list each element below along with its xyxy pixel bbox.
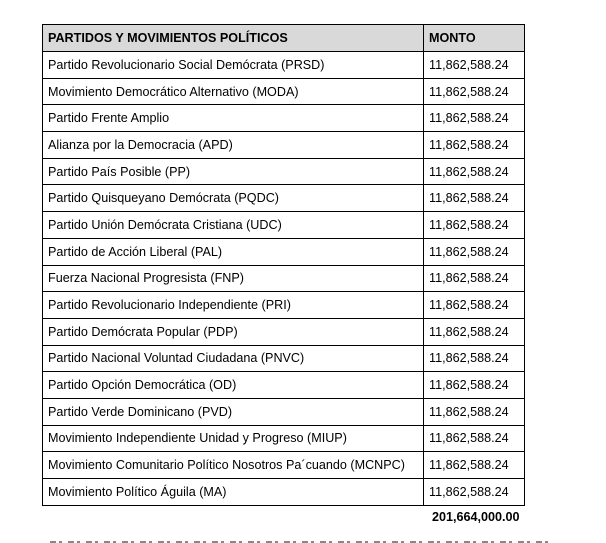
- table-row: [43, 292, 525, 319]
- table-row: [43, 105, 525, 132]
- party-amount: 11,862,588.24: [424, 238, 525, 265]
- party-name: Movimiento Democrático Alternativo (MODA): [43, 78, 424, 105]
- table-row: [43, 372, 525, 399]
- party-amount: 11,862,588.24: [424, 292, 525, 319]
- party-name: Movimiento Comunitario Político Nosotros Pa´cuando (MCNPC): [43, 452, 424, 479]
- table-header-row: [43, 25, 525, 52]
- total-amount: 201,664,000.00: [432, 510, 520, 524]
- party-amount: 11,862,588.24: [424, 105, 525, 132]
- party-name: Partido Revolucionario Social Demócrata (PRSD): [43, 52, 424, 79]
- party-amount: 11,862,588.24: [424, 158, 525, 185]
- party-amount: 11,862,588.24: [424, 372, 525, 399]
- table-row: [43, 345, 525, 372]
- party-amount: 11,862,588.24: [424, 185, 525, 212]
- party-name: Partido Demócrata Popular (PDP): [43, 318, 424, 345]
- clipped-paragraph-line: [50, 538, 550, 543]
- table-row: [43, 452, 525, 479]
- party-amount: 11,862,588.24: [424, 78, 525, 105]
- party-amount: 11,862,588.24: [424, 398, 525, 425]
- table-row: [43, 425, 525, 452]
- party-amount: 11,862,588.24: [424, 452, 525, 479]
- header-amount: MONTO: [424, 25, 525, 52]
- table-row: [43, 185, 525, 212]
- party-name: Partido Nacional Voluntad Ciudadana (PNVC): [43, 345, 424, 372]
- parties-table: [42, 24, 525, 506]
- party-amount: 11,862,588.24: [424, 212, 525, 239]
- party-name: Partido País Posible (PP): [43, 158, 424, 185]
- party-name: Partido Verde Dominicano (PVD): [43, 398, 424, 425]
- header-parties: PARTIDOS Y MOVIMIENTOS POLÍTICOS: [43, 25, 424, 52]
- table-row: [43, 318, 525, 345]
- party-amount: 11,862,588.24: [424, 52, 525, 79]
- party-name: Partido Revolucionario Independiente (PRI): [43, 292, 424, 319]
- party-amount: 11,862,588.24: [424, 318, 525, 345]
- table-row: [43, 158, 525, 185]
- party-amount: 11,862,588.24: [424, 425, 525, 452]
- table-row: [43, 212, 525, 239]
- table-row: [43, 132, 525, 159]
- party-name: Partido Frente Amplio: [43, 105, 424, 132]
- party-amount: 11,862,588.24: [424, 265, 525, 292]
- table-row: [43, 479, 525, 506]
- party-name: Alianza por la Democracia (APD): [43, 132, 424, 159]
- table-row: [43, 238, 525, 265]
- table-row: [43, 265, 525, 292]
- party-name: Fuerza Nacional Progresista (FNP): [43, 265, 424, 292]
- party-amount: 11,862,588.24: [424, 345, 525, 372]
- table-row: [43, 78, 525, 105]
- table-row: [43, 398, 525, 425]
- party-name: Partido Opción Democrática (OD): [43, 372, 424, 399]
- party-name: Partido Quisqueyano Demócrata (PQDC): [43, 185, 424, 212]
- party-amount: 11,862,588.24: [424, 479, 525, 506]
- party-amount: 11,862,588.24: [424, 132, 525, 159]
- party-name: Partido Unión Demócrata Cristiana (UDC): [43, 212, 424, 239]
- party-name: Partido de Acción Liberal (PAL): [43, 238, 424, 265]
- party-name: Movimiento Independiente Unidad y Progreso (MIUP): [43, 425, 424, 452]
- table-row: [43, 52, 525, 79]
- table-body: [43, 52, 525, 506]
- party-name: Movimiento Político Águila (MA): [43, 479, 424, 506]
